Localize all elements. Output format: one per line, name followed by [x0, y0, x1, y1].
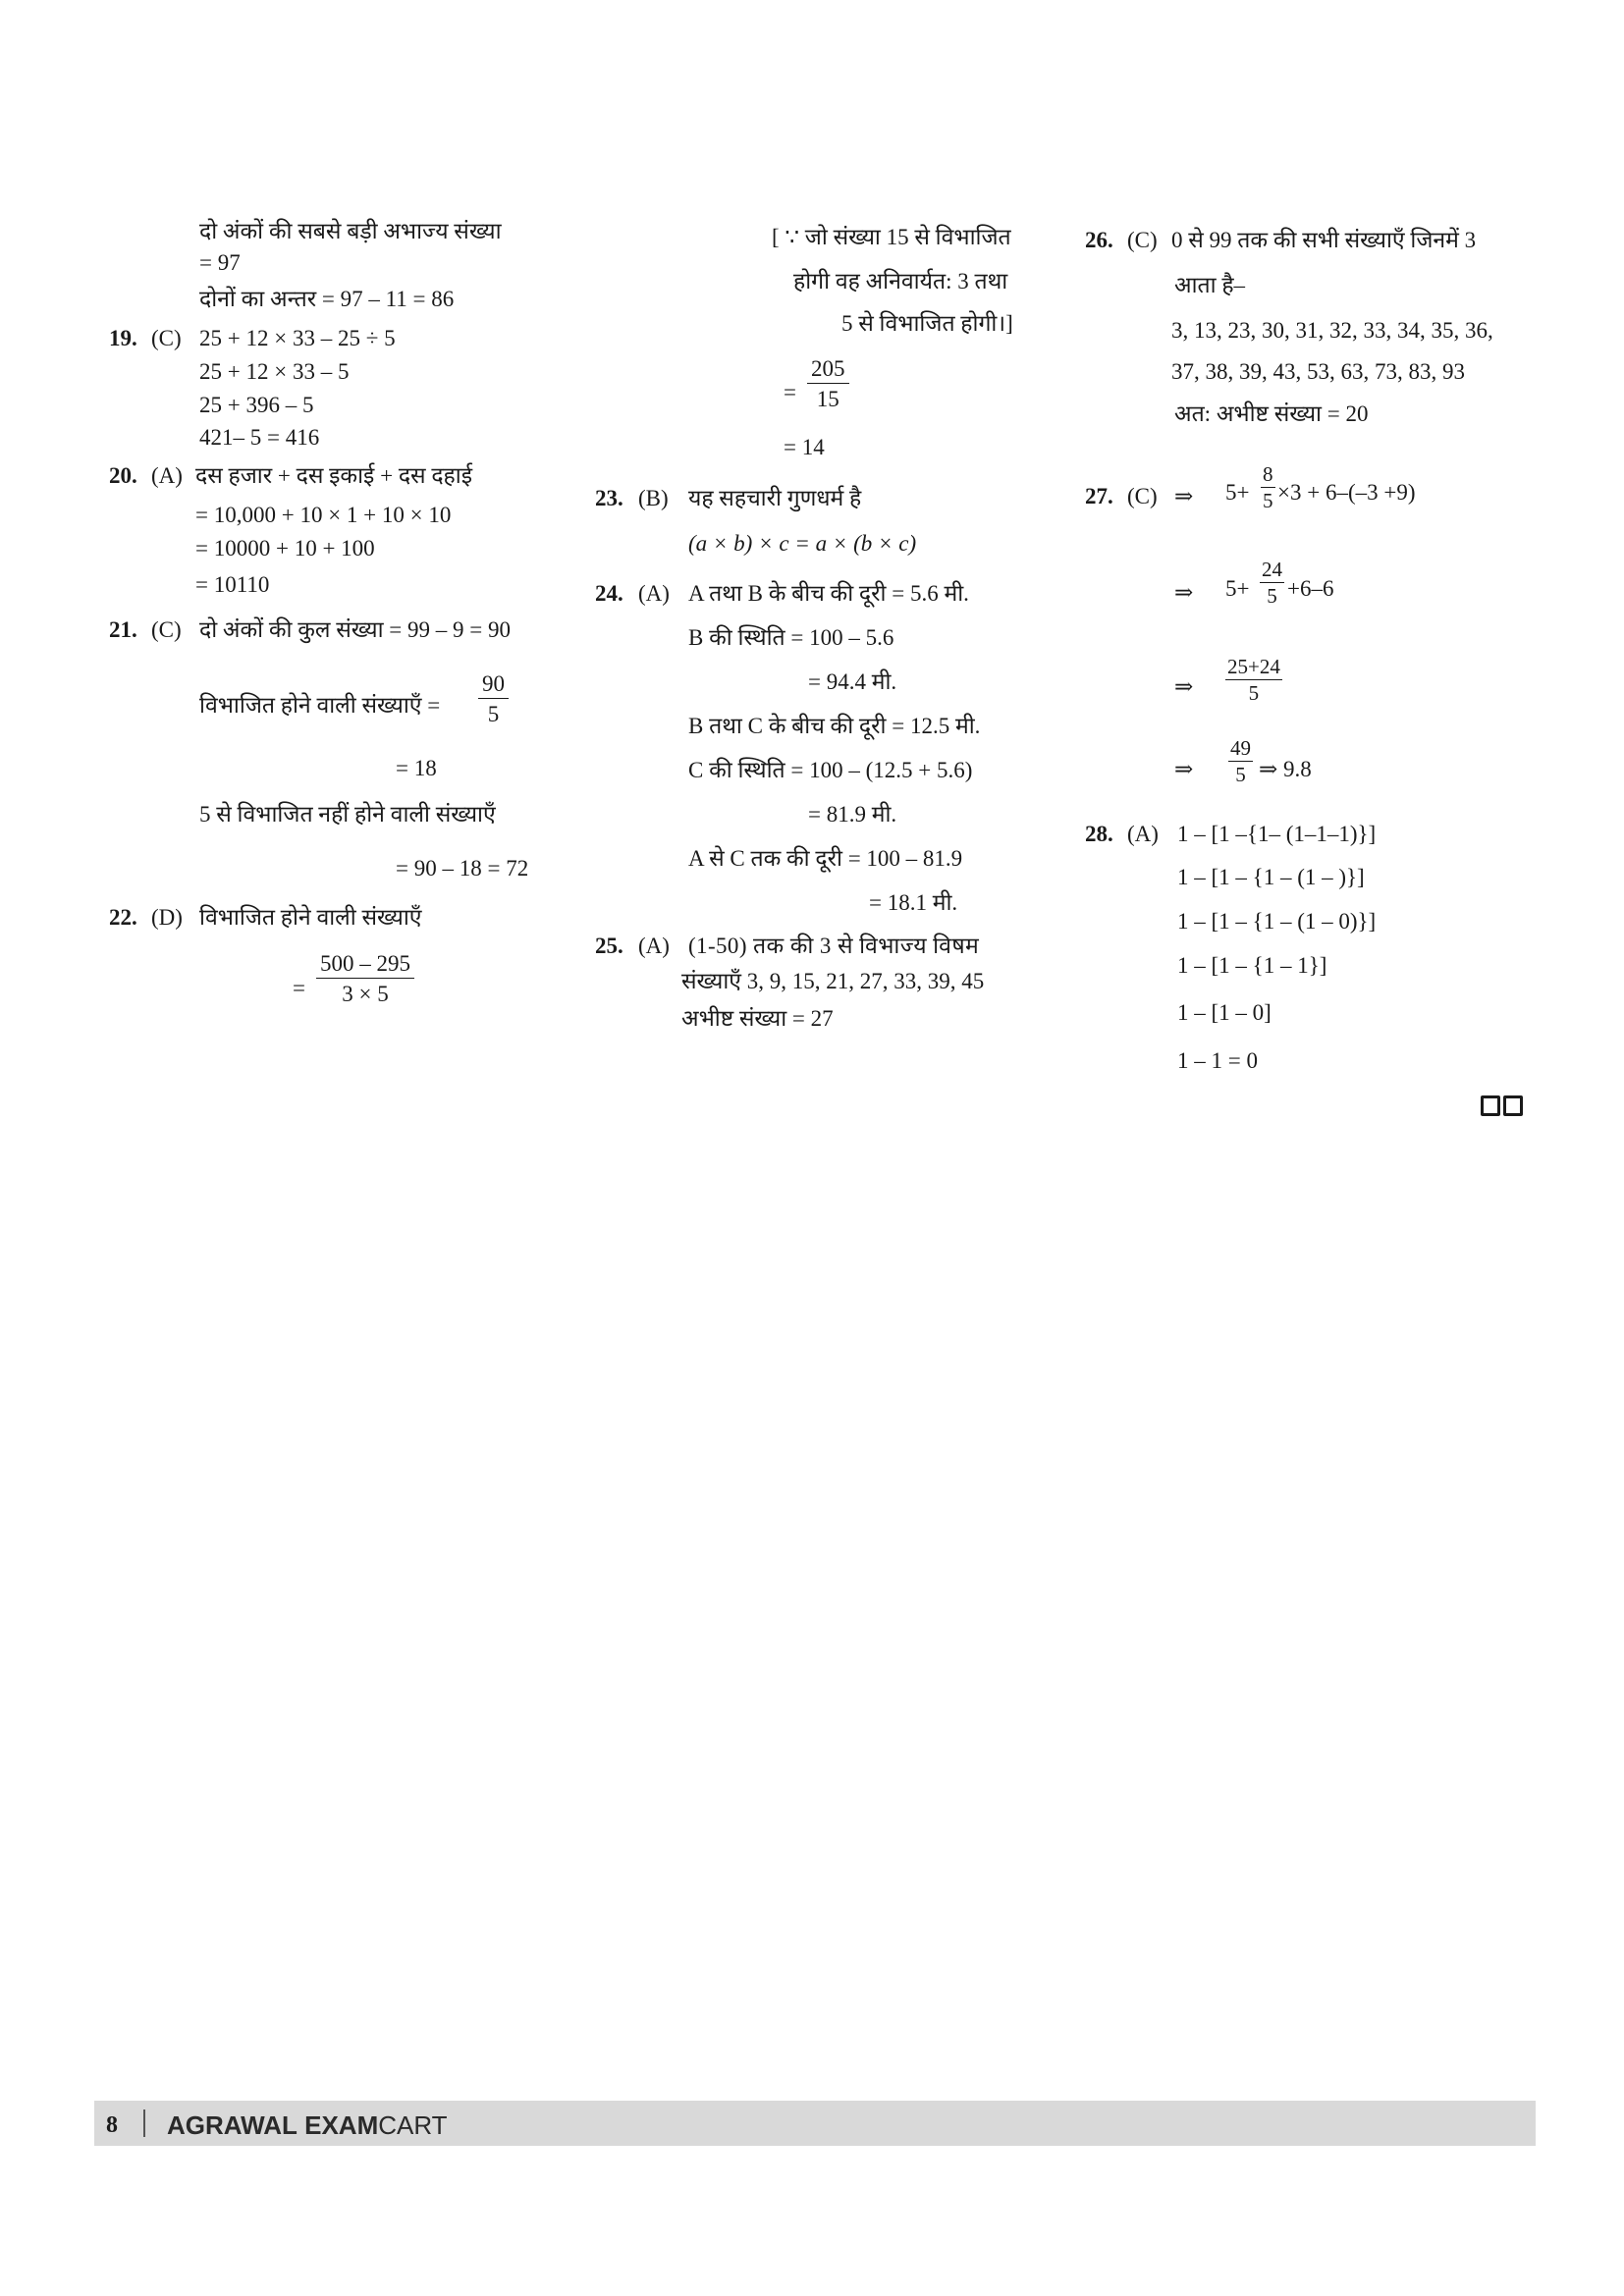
solution-line: 0 से 99 तक की सभी संख्याएँ जिनमें 3: [1171, 228, 1477, 252]
answer-option: (A): [638, 934, 670, 958]
answer-option: (C): [151, 617, 182, 642]
solution-line: अभीष्ट संख्या = 27: [681, 1006, 834, 1031]
question-number: 26.: [1085, 228, 1113, 252]
answer-option: (A): [151, 463, 183, 488]
solution-line: विभाजित होने वाली संख्याएँ: [199, 905, 422, 930]
solution-line: = 10,000 + 10 × 1 + 10 × 10: [195, 503, 452, 527]
expression-part: +6–6: [1287, 576, 1334, 601]
page-footer: [94, 2101, 1536, 2146]
text-line: = 97: [199, 250, 241, 275]
fraction: [1260, 560, 1284, 607]
solution-line: 1 – [1 –{1– (1–1–1)}]: [1177, 822, 1377, 846]
fraction: [1228, 738, 1253, 785]
question-number: 19.: [109, 326, 137, 350]
page-number: 8: [106, 2112, 118, 2138]
numerator: 205: [807, 357, 849, 384]
solution-line: = 81.9 मी.: [808, 802, 897, 827]
fraction: [478, 672, 509, 725]
expression-part: 5+: [1225, 480, 1250, 505]
solution-line: 5 से विभाजित नहीं होने वाली संख्याएँ: [199, 802, 496, 827]
text-line: दो अंकों की सबसे बड़ी अभाज्य संख्या: [199, 219, 502, 243]
note-line: 5 से विभाजित होगी।]: [841, 311, 1013, 336]
expression-part: ×3 + 6–(–3 +9): [1277, 480, 1416, 505]
denominator: 5: [1248, 681, 1260, 705]
solution-line: (1-50) तक की 3 से विभाज्य विषम: [688, 934, 980, 958]
solution-line: = 94.4 मी.: [808, 669, 897, 694]
solution-line: यह सहचारी गुणधर्म है: [688, 486, 862, 510]
answer-option: (C): [151, 326, 182, 350]
question-number: 27.: [1085, 484, 1113, 508]
solution-line: 1 – [1 – {1 – (1 – 0)}]: [1177, 909, 1377, 934]
question-number: 24.: [595, 581, 623, 606]
solution-line: = 10110: [195, 572, 270, 597]
denominator: 5: [487, 702, 500, 726]
fraction: [1261, 464, 1275, 511]
denominator: 5: [1235, 763, 1246, 786]
solution-line: (a × b) × c = a × (b × c): [688, 531, 917, 556]
solution-line: C की स्थिति = 100 – (12.5 + 5.6): [688, 758, 973, 782]
fraction: [1225, 657, 1282, 704]
denominator: 5: [1263, 489, 1273, 512]
end-of-section-icon: [1481, 1095, 1526, 1122]
solution-line: 37, 38, 39, 43, 53, 63, 73, 83, 93: [1171, 359, 1465, 384]
solution-line: दस हजार + दस इकाई + दस दहाई: [195, 463, 473, 488]
solution-line: 1 – [1 – 0]: [1177, 1000, 1272, 1025]
solution-line: B तथा C के बीच की दूरी = 12.5 मी.: [688, 714, 981, 738]
solution-line: दो अंकों की कुल संख्या = 99 – 9 = 90: [199, 617, 511, 642]
solution-line: A से C तक की दूरी = 100 – 81.9: [688, 846, 963, 871]
solution-line: 1 – [1 – {1 – (1 – )}]: [1177, 865, 1365, 889]
solution-line: आता है–: [1174, 273, 1246, 297]
solution-line: = 14: [784, 435, 825, 459]
question-number: 20.: [109, 463, 137, 488]
solution-line: = 10000 + 10 + 100: [195, 536, 375, 561]
implies-arrow: ⇒: [1174, 674, 1194, 699]
implies-arrow: ⇒: [1174, 484, 1194, 508]
numerator: 90: [478, 672, 509, 699]
denominator: 3 × 5: [342, 982, 389, 1006]
solution-line: = 90 – 18 = 72: [396, 856, 529, 881]
solution-line: अत: अभीष्ट संख्या = 20: [1174, 401, 1369, 426]
text-line: दोनों का अन्तर = 97 – 11 = 86: [199, 287, 455, 311]
solution-line: विभाजित होने वाली संख्याएँ =: [199, 693, 441, 718]
answer-option: (A): [1127, 822, 1159, 846]
footer-divider: [143, 2109, 145, 2137]
numerator: 500 – 295: [316, 952, 414, 979]
solution-line: 1 – 1 = 0: [1177, 1048, 1258, 1073]
denominator: 15: [816, 387, 839, 411]
expression-part: ⇒ 9.8: [1259, 757, 1312, 781]
numerator: 24: [1262, 558, 1282, 581]
solution-line: B की स्थिति = 100 – 5.6: [688, 625, 894, 650]
answer-option: (D): [151, 905, 183, 930]
fraction: [807, 357, 849, 410]
equals-sign: =: [293, 976, 305, 1000]
numerator: 49: [1230, 736, 1251, 760]
solution-line: = 18.1 मी.: [869, 890, 958, 915]
equals-sign: =: [784, 380, 796, 404]
note-line: [ ∵ जो संख्या 15 से विभाजित: [772, 225, 1011, 249]
answer-option: (A): [638, 581, 670, 606]
question-number: 25.: [595, 934, 623, 958]
solution-line: 25 + 12 × 33 – 5: [199, 359, 350, 384]
fraction: [316, 952, 414, 1005]
question-number: 21.: [109, 617, 137, 642]
implies-arrow: ⇒: [1174, 580, 1194, 605]
brand-part: CART: [378, 2110, 448, 2140]
numerator: 8: [1263, 462, 1273, 486]
solution-line: 25 + 396 – 5: [199, 393, 314, 417]
answer-option: (C): [1127, 228, 1158, 252]
solution-line: 421– 5 = 416: [199, 425, 320, 450]
solution-line: A तथा B के बीच की दूरी = 5.6 मी.: [688, 581, 969, 606]
brand-logo: [167, 2110, 448, 2141]
brand-part: AGRAWAL: [167, 2110, 298, 2140]
solution-line: संख्याएँ 3, 9, 15, 21, 27, 33, 39, 45: [681, 969, 985, 993]
brand-part: EXAM: [304, 2110, 379, 2140]
question-number: 28.: [1085, 822, 1113, 846]
solution-line: 1 – [1 – {1 – 1}]: [1177, 953, 1327, 978]
solution-line: 3, 13, 23, 30, 31, 32, 33, 34, 35, 36,: [1171, 318, 1493, 343]
expression-part: 5+: [1225, 576, 1250, 601]
denominator: 5: [1267, 584, 1277, 608]
solution-line: = 18: [396, 756, 437, 780]
numerator: 25+24: [1227, 655, 1280, 678]
implies-arrow: ⇒: [1174, 757, 1194, 781]
question-number: 22.: [109, 905, 137, 930]
answer-option: (B): [638, 486, 669, 510]
answer-option: (C): [1127, 484, 1158, 508]
note-line: होगी वह अनिवार्यत: 3 तथा: [793, 269, 1008, 294]
question-number: 23.: [595, 486, 623, 510]
solution-line: 25 + 12 × 33 – 25 ÷ 5: [199, 326, 396, 350]
